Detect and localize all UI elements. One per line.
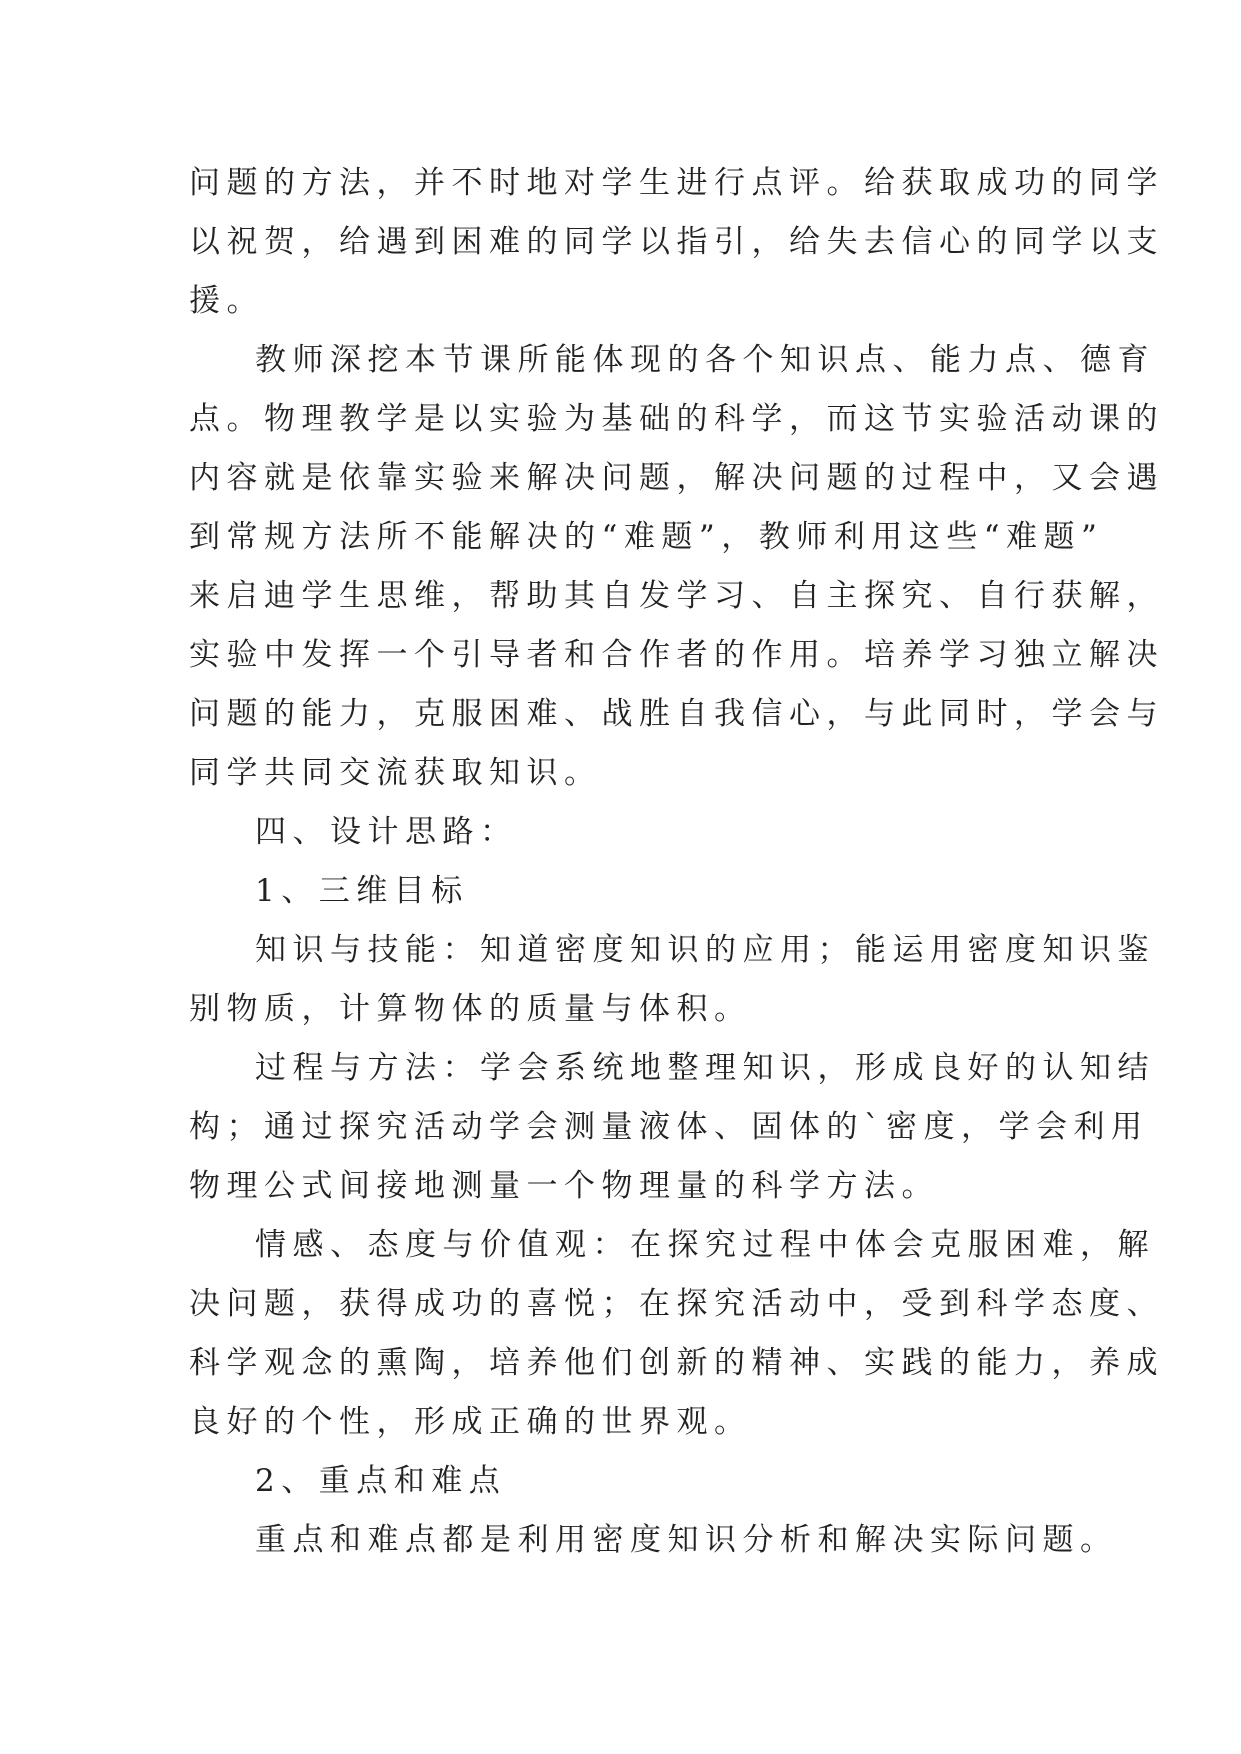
- subsection-heading: 1、三维目标: [255, 873, 469, 909]
- paragraph-line: 情感、态度与价值观：在探究过程中体会克服困难，解: [255, 1227, 1155, 1263]
- paragraph-line: 实验中发挥一个引导者和合作者的作用。培养学习独立解决: [189, 637, 1164, 673]
- paragraph-line: 别物质，计算物体的质量与体积。: [189, 991, 752, 1027]
- paragraph-line: 构；通过探究活动学会测量液体、固体的`密度，学会利用: [189, 1109, 1149, 1145]
- paragraph-line: 教师深挖本节课所能体现的各个知识点、能力点、德育: [255, 342, 1155, 378]
- paragraph-line: 知识与技能：知道密度知识的应用；能运用密度知识鉴: [255, 932, 1155, 968]
- paragraph-line: 重点和难点都是利用密度知识分析和解决实际问题。: [255, 1522, 1118, 1558]
- paragraph-line: 问题的能力，克服困难、战胜自我信心，与此同时，学会与: [189, 696, 1164, 732]
- paragraph-line: 援。: [189, 283, 264, 319]
- paragraph-line: 科学观念的熏陶，培养他们创新的精神、实践的能力，养成: [189, 1345, 1164, 1381]
- paragraph-line: 问题的方法，并不时地对学生进行点评。给获取成功的同学: [189, 165, 1164, 201]
- paragraph-line: 内容就是依靠实验来解决问题，解决问题的过程中，又会遇: [189, 460, 1164, 496]
- paragraph-line: 决问题，获得成功的喜悦；在探究活动中，受到科学态度、: [189, 1286, 1164, 1322]
- section-heading: 四、设计思路：: [255, 814, 518, 850]
- paragraph-line: 以祝贺，给遇到困难的同学以指引，给失去信心的同学以支: [189, 224, 1164, 260]
- paragraph-line: 良好的个性，形成正确的世界观。: [189, 1404, 752, 1440]
- paragraph-line: 过程与方法：学会系统地整理知识，形成良好的认知结: [255, 1050, 1155, 1086]
- body-text: [189, 154, 1164, 1570]
- paragraph-line: 到常规方法所不能解决的“难题”，教师利用这些“难题”: [189, 519, 1104, 555]
- subsection-heading: 2、重点和难点: [255, 1463, 507, 1499]
- paragraph-line: 来启迪学生思维，帮助其自发学习、自主探究、自行获解，: [189, 578, 1164, 614]
- paragraph-line: 物理公式间接地测量一个物理量的科学方法。: [189, 1168, 939, 1204]
- paragraph-line: 点。物理教学是以实验为基础的科学，而这节实验活动课的: [189, 401, 1164, 437]
- paragraph-line: 同学共同交流获取知识。: [189, 755, 602, 791]
